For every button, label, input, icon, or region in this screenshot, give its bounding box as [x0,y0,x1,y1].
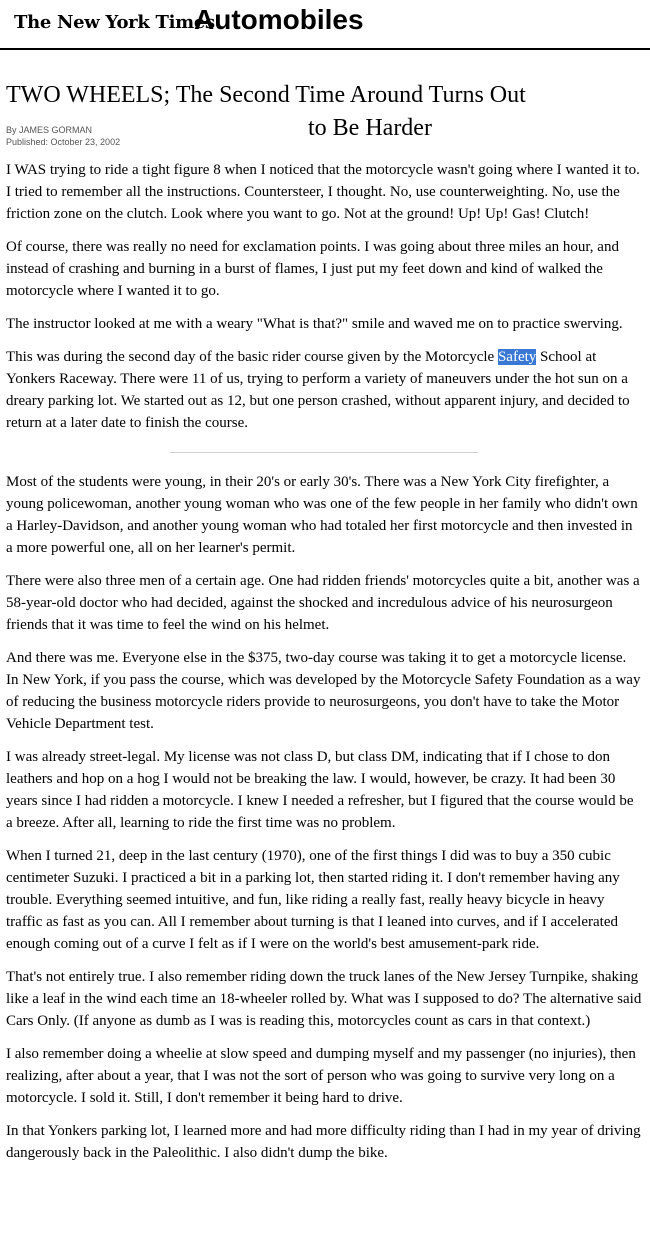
paragraph-with-highlight [6,346,642,434]
headline-line-2: to Be Harder [308,115,432,141]
masthead [0,0,650,50]
selected-text[interactable]: Safety [497,349,537,365]
paragraph: I was already street-legal. My license was not class D, but class DM, indicating that if I chose to don leathers and hop on a hog I would not be breaking the law. I would, however, be crazy. It had been 30 years since I had ridden a motorcycle. I knew I needed a refresher, but I figured that the course would be a breeze. After all, learning to ride the first time was no problem. [6,749,634,831]
text-segment: School at Yonkers Raceway. There were 11 of us, trying to perform a variety of maneuvers under the hot sun on a dreary parking lot. We started out as 12, but one person crashed, without apparent injury, and decided to return at a later date to finish the course. [6,349,630,431]
paragraph: When I turned 21, deep in the last century (1970), one of the first things I did was to buy a 350 cubic centimeter Suzuki. I practiced a bit in a parking lot, then started riding it. I don't remember having any trouble. Everything seemed intuitive, and fun, like riding a really fast, really heavy bicycle in heavy traffic as fast as you can. All I remember about turning is that I leaned into curves, and if I accelerated enough coming out of a curve I felt as if I were on the world's best amusement-park ride. [6,848,620,952]
paragraph: There were also three men of a certain age. One had ridden friends' motorcycles quite a bit, another was a 58-year-old doctor who had decided, against the shocked and incredulous advice of his neurosurgeon friends that it was time to feel the wind on his helmet. [6,573,640,633]
byline: By JAMES GORMAN [6,125,93,135]
published-date: Published: October 23, 2002 [6,137,121,147]
paragraph: And there was me. Everyone else in the $375, two-day course was taking it to get a motorcycle license. In New York, if you pass the course, which was developed by the Motorcycle Safety Foundation as a way of reducing the business motorcycle riders provide to neurosurgeons, you don't have to take the Motor Vehicle Department test. [6,650,641,732]
paragraph: The instructor looked at me with a weary "What is that?" smile and waved me on to practice swerving. [6,316,623,332]
text-segment: This was during the second day of the basic rider course given by the Motorcycle [6,349,498,365]
paragraph: Most of the students were young, in their 20's or early 30's. There was a New York City firefighter, a young policewoman, another young woman who was one of the few people in her family who didn't own a Harley-Davidson, and another young woman who had totaled her first motorcycle and then invested in a more powerful one, all on her learner's permit. [6,474,638,556]
nyt-logo[interactable]: The New York Times [14,12,215,33]
section-divider [170,452,478,453]
byline-block [6,124,120,148]
paragraph: That's not entirely true. I also remember riding down the truck lanes of the New Jersey Turnpike, shaking like a leaf in the wind each time an 18-wheeler rolled by. What was I supposed to do? The alternative said Cars Only. (If anyone as dumb as I was is reading this, motorcycles count as cars in that context.) [6,969,642,1029]
section-title[interactable]: Automobiles [194,4,364,35]
paragraph: I also remember doing a wheelie at slow speed and dumping myself and my passenger (no injuries), then realizing, after about a year, that I was not the sort of person who was going to survive very long on a motorcycle. I sold it. Still, I don't remember it being hard to drive. [6,1046,636,1106]
paragraph: I WAS trying to ride a tight figure 8 when I noticed that the motorcycle wasn't going where I wanted it to. I tried to remember all the instructions. Countersteer, I thought. No, use counterweighting. No, use the friction zone on the clutch. Look where you want to go. Not at the ground! Up! Up! Gas! Clutch! [6,162,640,222]
headline-line-1: TWO WHEELS; The Second Time Around Turns Out [6,82,526,108]
paragraph: Of course, there was really no need for exclamation points. I was going about three miles an hour, and instead of crashing and burning in a burst of flames, I just put my feet down and kind of walked the motorcycle where I wanted it to go. [6,239,619,299]
article-body [6,159,642,1175]
paragraph: In that Yonkers parking lot, I learned more and had more difficulty riding than I had in my year of driving dangerously back in the Paleolithic. I also didn't dump the bike. [6,1123,641,1161]
